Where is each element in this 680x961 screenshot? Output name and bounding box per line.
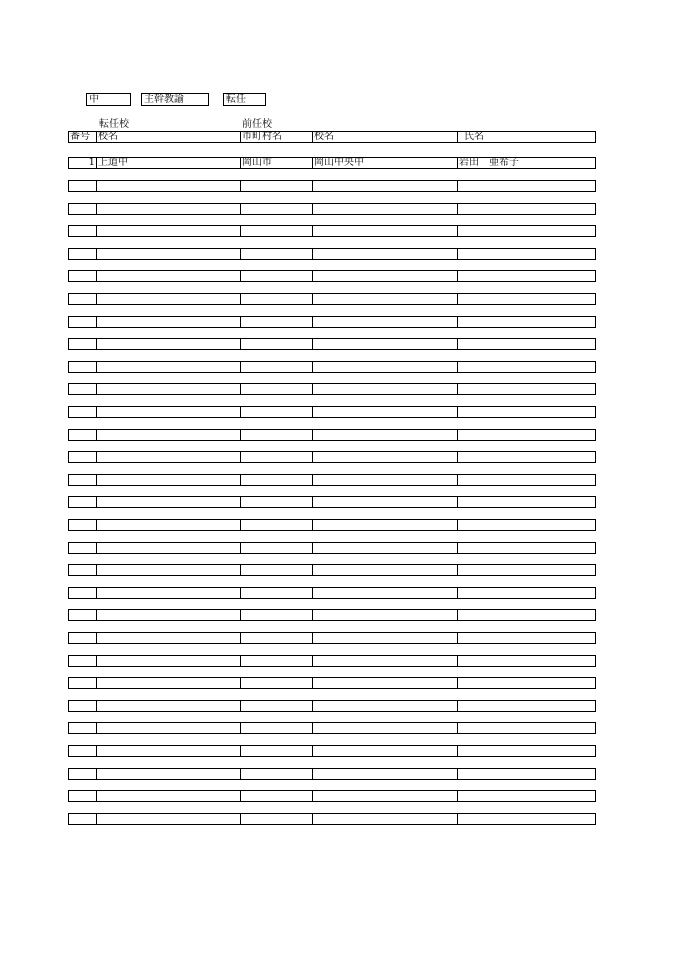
table-row [68,542,596,554]
table-cell [241,814,313,824]
header-city: 市町村名 [241,132,313,142]
table-cell [97,226,241,236]
table-cell [97,339,241,349]
table-cell [458,565,595,575]
table-row [68,813,596,825]
table-cell [241,610,313,620]
table-cell [458,294,595,304]
table-cell [313,656,458,666]
table-cell [313,520,458,530]
table-cell [458,430,595,440]
table-cell [241,294,313,304]
table-cell [241,701,313,711]
table-cell [241,588,313,598]
table-cell [458,588,595,598]
table-cell [313,294,458,304]
table-cell [241,271,313,281]
table-cell [458,610,595,620]
table-row [68,655,596,667]
table-cell [97,271,241,281]
table-cell [313,317,458,327]
table-cell [97,452,241,462]
table-cell [458,226,595,236]
table-cell [241,249,313,259]
table-row [68,474,596,486]
table-cell [458,384,595,394]
table-cell [313,769,458,779]
row-previous-school: 岡山中央中 [313,158,458,168]
table-cell [313,181,458,191]
table-row [68,722,596,734]
table-cell [97,791,241,801]
table-cell [241,565,313,575]
table-cell [97,249,241,259]
table-cell [69,610,97,620]
table-row [68,225,596,237]
table-cell [69,407,97,417]
table-cell [241,430,313,440]
table-cell [313,407,458,417]
table-cell [69,497,97,507]
table-row [68,361,596,373]
table-cell [97,317,241,327]
table-cell [97,565,241,575]
table-cell [241,384,313,394]
table-cell [97,701,241,711]
table-cell [458,497,595,507]
table-cell [241,204,313,214]
table-cell [241,452,313,462]
row-teacher-name: 岩田 亜希子 [459,158,519,168]
table-cell [97,543,241,553]
table-cell [97,475,241,485]
table-cell [458,520,595,530]
table-cell [69,452,97,462]
table-cell [97,723,241,733]
table-cell [69,723,97,733]
row-city: 岡山市 [241,158,313,168]
table-cell [241,633,313,643]
table-row [68,180,596,192]
table-row [68,203,596,215]
row-new-school: 上道中 [97,158,241,168]
filter-type: 転任 [226,94,246,105]
table-cell [241,543,313,553]
table-cell [313,746,458,756]
table-cell [313,249,458,259]
table-cell [458,678,595,688]
table-cell [97,769,241,779]
table-cell [241,407,313,417]
table-cell [97,520,241,530]
table-row [68,270,596,282]
group-header-previous-school: 前任校 [242,119,272,130]
table-cell [241,723,313,733]
table-cell [69,294,97,304]
table-cell [313,226,458,236]
filter-position: 主幹教諭 [144,94,184,105]
table-row [68,383,596,395]
table-cell [97,678,241,688]
table-cell [69,271,97,281]
table-cell [97,633,241,643]
table-cell [458,656,595,666]
table-row [68,768,596,780]
table-cell [458,452,595,462]
table-cell [313,633,458,643]
table-cell [69,520,97,530]
table-row [68,157,596,169]
table-cell [458,271,595,281]
table-cell [241,497,313,507]
table-cell [458,633,595,643]
table-row [68,451,596,463]
table-row [68,429,596,441]
table-cell [69,204,97,214]
table-row [68,587,596,599]
table-cell [313,723,458,733]
table-cell [313,543,458,553]
table-cell [97,746,241,756]
table-cell [241,181,313,191]
filter-level: 中 [89,94,99,105]
table-cell [313,814,458,824]
table-cell [458,701,595,711]
table-row [68,496,596,508]
table-cell [458,723,595,733]
filter-type-box [223,93,266,106]
table-cell [69,588,97,598]
table-cell [69,565,97,575]
header-teacher-name: 氏名 [464,132,484,142]
table-cell [69,339,97,349]
table-cell [69,430,97,440]
table-cell [241,656,313,666]
table-cell [69,384,97,394]
table-row [68,632,596,644]
table-row [68,745,596,757]
table-cell [69,678,97,688]
table-row [68,519,596,531]
table-cell [97,497,241,507]
table-cell [69,656,97,666]
table-cell [313,497,458,507]
table-cell [313,678,458,688]
table-row [68,700,596,712]
table-cell [97,588,241,598]
table-cell [97,384,241,394]
table-cell [69,746,97,756]
table-cell [313,701,458,711]
table-cell [313,384,458,394]
table-header-row [68,131,596,143]
table-cell [97,181,241,191]
table-row [68,564,596,576]
group-header-new-school: 転任校 [99,119,129,130]
table-cell [458,249,595,259]
table-cell [69,226,97,236]
table-cell [313,588,458,598]
table-cell [458,814,595,824]
table-cell [241,475,313,485]
table-row [68,609,596,621]
table-cell [69,249,97,259]
table-row [68,790,596,802]
table-cell [313,339,458,349]
table-cell [313,565,458,575]
table-cell [313,271,458,281]
table-cell [313,791,458,801]
table-row [68,293,596,305]
table-cell [97,610,241,620]
table-cell [97,814,241,824]
filter-position-box [141,93,209,106]
table-cell [458,339,595,349]
table-cell [69,633,97,643]
table-cell [458,746,595,756]
table-cell [69,814,97,824]
table-cell [458,769,595,779]
table-cell [97,656,241,666]
table-row [68,248,596,260]
table-cell [458,543,595,553]
table-cell [241,226,313,236]
table-row [68,338,596,350]
table-cell [313,475,458,485]
header-new-school-name: 校名 [97,132,241,142]
header-number: 番号 [69,132,97,142]
table-cell [313,204,458,214]
table-cell [69,701,97,711]
table-cell [458,791,595,801]
table-cell [241,317,313,327]
table-cell [313,362,458,372]
table-cell [241,339,313,349]
table-cell [241,746,313,756]
table-cell [458,204,595,214]
table-cell [69,543,97,553]
table-cell [69,317,97,327]
table-cell [241,678,313,688]
table-cell [313,430,458,440]
table-cell [69,475,97,485]
header-previous-school-name: 校名 [313,132,458,142]
table-cell [458,317,595,327]
table-cell [69,791,97,801]
table-row [68,677,596,689]
row-number: 1 [69,158,97,168]
table-row [68,406,596,418]
table-cell [458,181,595,191]
table-cell [97,204,241,214]
table-cell [313,452,458,462]
table-cell [241,791,313,801]
table-cell [97,294,241,304]
table-cell [241,520,313,530]
table-cell [241,362,313,372]
table-cell [97,407,241,417]
table-cell [69,181,97,191]
table-cell [69,362,97,372]
table-cell [97,362,241,372]
table-cell [458,362,595,372]
table-row [68,316,596,328]
table-cell [97,430,241,440]
table-cell [313,610,458,620]
filter-level-box [86,93,131,106]
table-cell [458,407,595,417]
table-cell [69,769,97,779]
table-cell [241,769,313,779]
table-cell [458,475,595,485]
